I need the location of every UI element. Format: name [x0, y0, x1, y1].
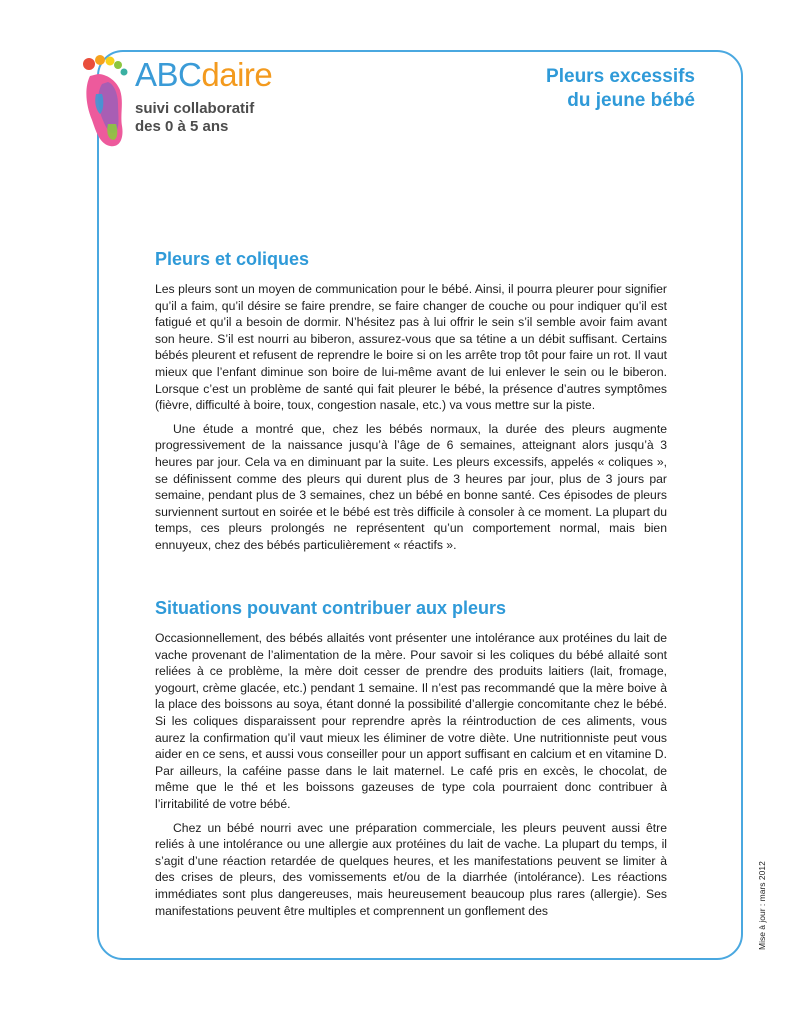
paragraph: Une étude a montré que, chez les bébés normaux, la durée des pleurs augmente progressivement de la naissance jusqu’à l’âge de 6 semaines, atteignant alors jusqu’à 3 heures par jour. Cela va en diminuant par la suite. Les pleurs excessifs, appelés « coliques », se définissent comme des pleurs qui durent plus de 3 heures par jour, plus de 3 jours par semaine, pendant plus de 3 semaines, chez un bébé en bonne santé. Ces épisodes de pleurs surviennent surtout en soirée et le bébé est très difficile à consoler à ce moment. La plupart du temps, ces pleurs prolongés ne représentent qu’un comportement normal, mais bien ennuyeux, chez des bébés particulièrement « réactifs ». — [155, 421, 667, 552]
document-title — [546, 65, 695, 113]
update-note: Mise à jour : mars 2012 — [757, 861, 767, 950]
footprint-logo-icon — [80, 54, 130, 150]
brand-abc: ABC — [135, 56, 202, 93]
brand-name — [135, 55, 272, 95]
title-line-2: du jeune bébé — [567, 90, 695, 111]
brand-daire: daire — [201, 56, 273, 93]
tagline-line-1: suivi collaboratif — [135, 100, 255, 117]
paragraph: Les pleurs sont un moyen de communication pour le bébé. Ainsi, il pourra pleurer pour signifier qu’il a faim, qu’il désire se faire prendre, se faire changer de couche ou pour indiquer qu’il est fatigué et qu’il a besoin de dormir. N’hésitez pas à lui offrir le sein s’il semble avoir faim avant son heure. S’il est nourri au biberon, assurez-vous que sa tétine a un débit suffisant. Certains bébés pleurent et refusent de reprendre le boire si on les arrête trop tôt pour faire un rot. Il vaut mieux que l’enfant diminue son boire de lui-même avant de lui enlever le sein ou le biberon. Lorsque c’est un problème de santé qui fait pleurer le bébé, la présence d’autres symptômes (fièvre, difficulté à boire, toux, congestion nasale, etc.) va vous mettre sur la piste. — [155, 282, 667, 413]
section-pleurs-coliques — [155, 248, 667, 561]
title-line-1: Pleurs excessifs — [546, 66, 695, 87]
section-situations — [155, 597, 667, 926]
section-heading: Pleurs et coliques — [155, 249, 310, 269]
paragraph: Occasionnellement, des bébés allaités vont présenter une intolérance aux protéines du lait de vache provenant de l’alimentation de la mère. Pour savoir si les coliques du bébé allaité sont reliées à ce problème, la mère doit cesser de prendre des produits laitiers (lait, fromage, yogourt, crème glacée, etc.) pendant 1 semaine. Il n’est pas recommandé que la mère boive à la place des boissons au soya, étant donné la possibilité d’allergie concomitante chez le bébé. Si les coliques disparaissent pour reprendre après la réintroduction de ces aliments, vous aurez la confirmation qu’il vaut mieux les éliminer de votre diète. Une nutritionniste peut vous aider en ce sens, et aussi vous conseiller pour un apport suffisant en calcium et en vitamine D. Par ailleurs, la caféine passe dans le lait maternel. Le café pris en excès, le chocolat, de même que le thé et les boissons gazeuses de type cola pourraient donc contribuer à l’irritabilité de votre bébé. — [155, 631, 667, 811]
section-heading: Situations pouvant contribuer aux pleurs — [155, 598, 507, 618]
brand-tagline — [135, 100, 254, 136]
tagline-line-2: des 0 à 5 ans — [135, 118, 229, 135]
paragraph: Chez un bébé nourri avec une préparation commerciale, les pleurs peuvent aussi être reliés à une intolérance ou une allergie aux protéines du lait de vache. La plupart du temps, il s’agit d’une réaction retardée de quelques heures, et les manifestations peuvent se limiter à des crises de pleurs, des vomissements et/ou de la diarrhée (intolérance). Les réactions immédiates sont plus dangereuses, mais heureusement beaucoup plus rares (allergie). Ses manifestations peuvent être multiples et comprennent un gonflement des — [155, 820, 667, 918]
